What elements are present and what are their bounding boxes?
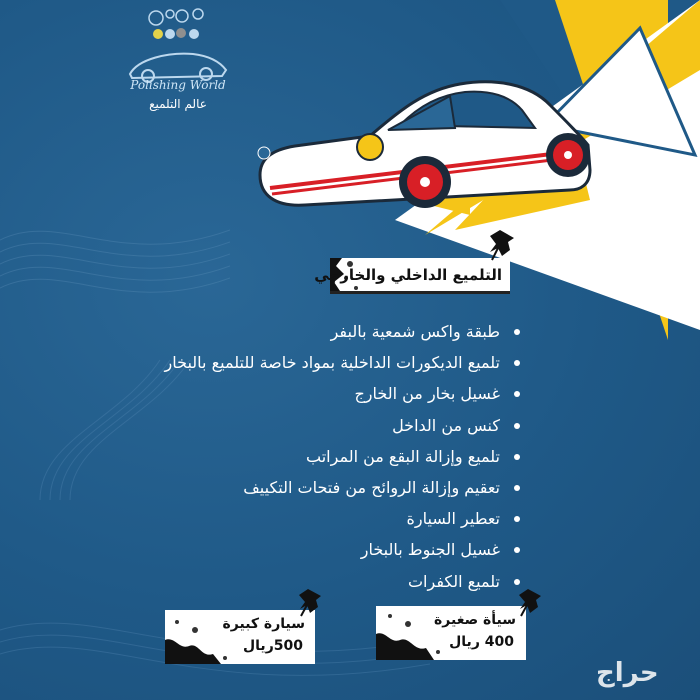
bullet-dot: [514, 516, 520, 522]
services-list: [165, 316, 520, 597]
bullet-dot: [514, 547, 520, 553]
haraj-watermark: حراج: [596, 658, 659, 688]
bullet-dot: [514, 423, 520, 429]
section-label: [314, 258, 510, 294]
bullet-dot: [514, 360, 520, 366]
list-item: غسيل بخار من الخارج: [165, 378, 520, 409]
bullet-dot: [514, 485, 520, 491]
logo-arabic-name: عالم التلميع: [149, 97, 207, 111]
price-value: 400 ريال: [449, 634, 514, 650]
list-item: تلميع الديكورات الداخلية بمواد خاصة للتلميع بالبخار: [165, 347, 520, 378]
price-name: سيارة كبيرة: [222, 616, 305, 632]
list-item: غسيل الجنوط بالبخار: [165, 534, 520, 565]
list-item: تعقيم وإزالة الروائح من فتحات التكييف: [165, 472, 520, 503]
pushpin-icon: [296, 586, 326, 618]
list-item: كنس من الداخل: [165, 410, 520, 441]
price-name: سيأة صغيرة: [434, 612, 516, 628]
logo-script-name: Polishing World: [130, 78, 226, 92]
price-card-large: [165, 610, 315, 664]
bullet-dot: [514, 391, 520, 397]
list-item: تعطير السيارة: [165, 503, 520, 534]
pushpin-icon: [486, 226, 520, 262]
bullet-dot: [514, 454, 520, 460]
price-value: 500ريال: [243, 638, 303, 654]
section-title: التلميع الداخلي والخارجي: [314, 266, 502, 284]
list-item: تلميع وإزالة البقع من المراتب: [165, 441, 520, 472]
pushpin-icon: [516, 586, 546, 618]
list-item: تلميع الكفرات: [165, 566, 520, 597]
bullet-dot: [514, 579, 520, 585]
list-item: طبقة واكس شمعية بالبفر: [165, 316, 520, 347]
car-illustration: [250, 70, 600, 230]
bullet-dot: [514, 329, 520, 335]
price-card-small: [376, 606, 526, 660]
